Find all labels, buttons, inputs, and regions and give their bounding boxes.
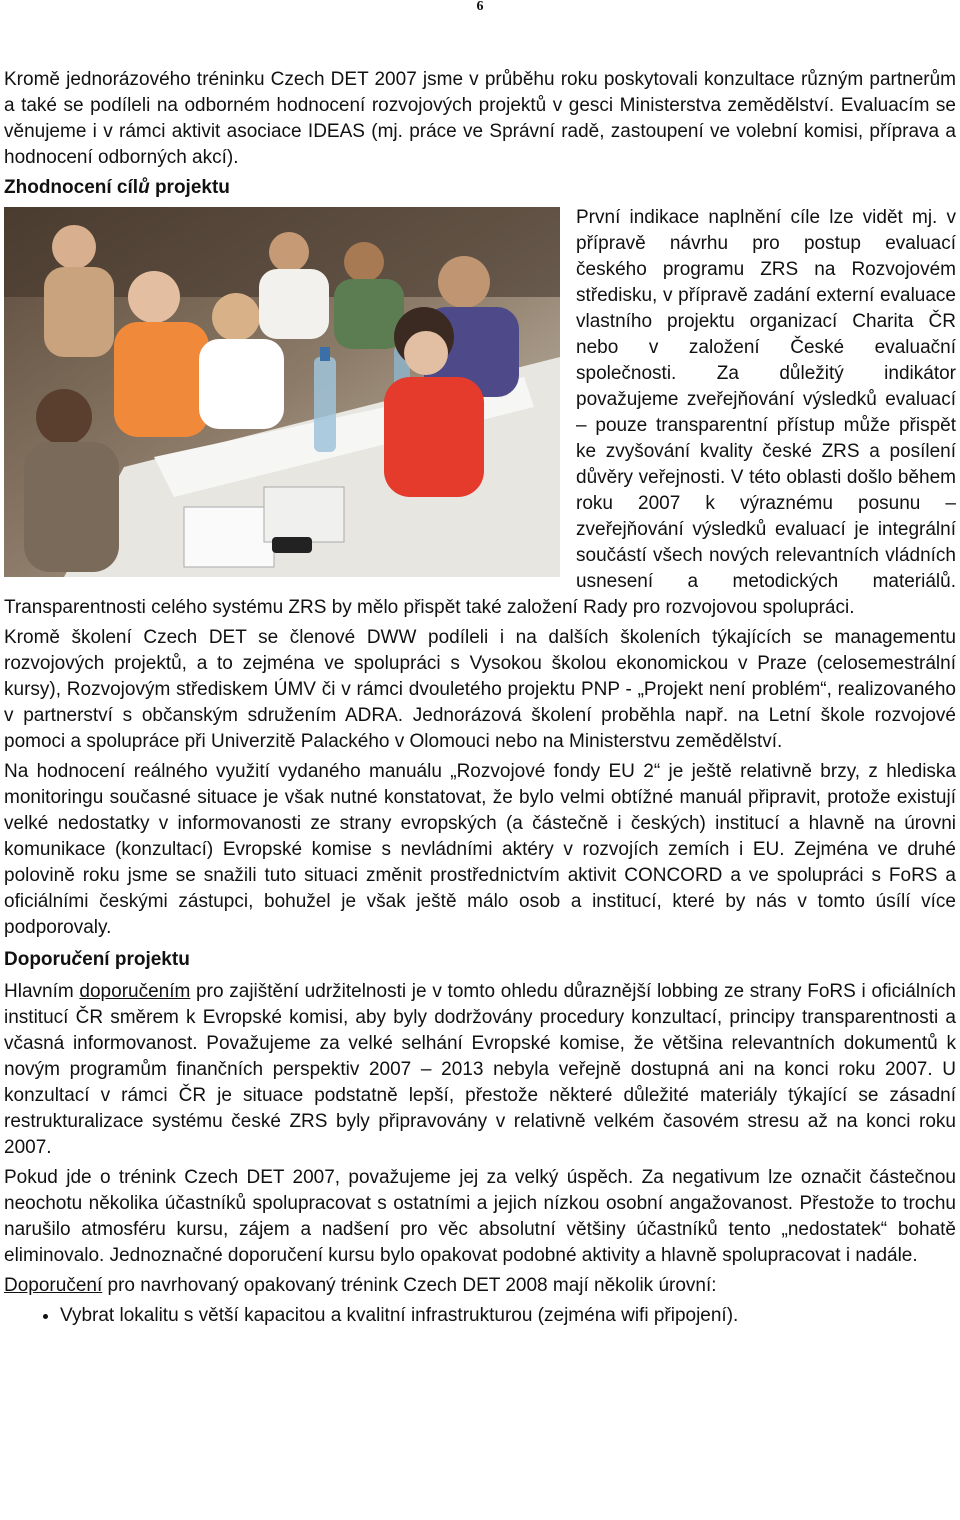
list-item: • Vybrat lokalitu s větší kapacitou a kvalitní infrastrukturou (zejména wifi připojení).	[60, 1303, 956, 1329]
levels-post: pro navrhovaný opakovaný trénink Czech DET 2008 mají několik úrovní:	[102, 1275, 717, 1296]
rec-text-pre: Hlavním	[4, 981, 80, 1002]
paragraph-recommendation	[4, 979, 956, 1161]
paragraph-det: Pokud jde o trénink Czech DET 2007, považujeme jej za velký úspěch. Za negativum lze označit částečnou neochotu několika účastníků spolupracovat s ostatními a jejich nízkou osobní angažovanost. Přestože to trochu narušilo atmosféru kursu, zájem a nadšení pro věc absolutní většiny účastníků tento „nedostatek“ bohatě eliminovalo. Jednoznačné doporučení kursu bylo opakovat podobné aktivity a hlavně spolupracovat i nadále.	[4, 1167, 956, 1266]
paragraph-manual: Na hodnocení reálného využití vydaného manuálu „Rozvojové fondy EU 2“ je ještě relativně brzy, z hlediska monitoringu současné situace je však nutné konstatovat, že bylo velmi obtížné manuál připravit, protože existují velké nedostatky v informovanosti ze strany evropských (a částečně i českých) institucí a hlavně na úrovni komunikace (konzultací) Evropské komise s nevládními aktéry v rozvojích zemích i EU. Zejména ve druhé polovině roku jsme se snažili tuto situaci změnit prostřednictvím aktivit CONCORD a ve spolupráci s FoRS a oficiálními českými zástupci, bohužel je však ještě málo osob a institucí, které by nás v tomto úsílí více podporovaly.	[4, 761, 956, 938]
heading-goals-pre: Zhodnocení cíl	[4, 177, 139, 198]
paragraph-intro: Kromě jednorázového tréninku Czech DET 2007 jsme v průběhu roku poskytovali konzultace různým partnerům a také se podíleli na odborném hodnocení rozvojových projektů v gesci Ministerstva zemědělství. Evaluacím se věnujeme i v rámci aktivit asociace IDEAS (mj. práce ve Správní radě, zastoupení ve volební komisi, příprava a hodnocení odborných akcí).	[4, 69, 956, 168]
heading-goals-italic: ů	[138, 177, 150, 198]
paragraph-training: Kromě školení Czech DET se členové DWW podíleli i na dalších školeních týkajících se managementu rozvojových projektů, a to zejména ve spolupráci s Vysokou školou ekonomickou v Praze (celosemestrální kursy), Rozvojovým střediskem ÚMV či v rámci dvouletého projektu PNP - „Projekt není problém“, realizovaného v partnerství s občanským sdružením ADRA. Jednorázová školení proběhla např. na Letní škole rozvojové pomoci a spolupráce při Univerzitě Palackého v Olomouci nebo na Ministerstvu zemědělství.	[4, 627, 956, 752]
workshop-photo-icon	[4, 207, 560, 577]
heading-goals	[4, 175, 956, 201]
heading-rec-italic: č	[71, 949, 83, 970]
recommendation-list	[4, 1303, 956, 1329]
page-number: 6	[476, 0, 484, 14]
levels-link: Doporučení	[4, 1275, 103, 1296]
paragraph-levels	[4, 1273, 956, 1299]
heading-rec-post: ení projektu	[82, 949, 190, 970]
paragraph-goals: První indikace naplnění cíle lze vidět mj. v přípravě návrhu pro postup evaluací českého programu ZRS na Rozvojovém středisku, v přípravě zadání externí evaluace vlastního projektu organizací Charita ČR nebo v založení České evaluační společnosti. Za důležitý indikátor považujeme zveřejňování výsledků evaluací – pouze transparentní přístup může přispět ke zvyšování kvality české ZRS a posílení důvěry veřejnosti. V této oblasti došlo během roku 2007 k výraznému posunu – zveřejňování výsledků evaluací je integrální součástí všech nových relevantních vládních usnesení a metodických materiálů. Transparentnosti celého systému ZRS by mělo přispět také založení Rady pro rozvojovou spolupráci.	[4, 207, 956, 618]
rec-text-post: pro zajištění udržitelnosti je v tomto ohledu důraznější lobbing ze strany FoRS i oficiálních institucí ČR směrem k Evropské komisi, aby byly dodržovány procedury konzultací, principy transparentnosti a včasná informovanost. Považujeme za velké selhání Evropské komise, že většina relevantních dokumentů k novým programům finančních perspektiv 2007 – 2013 nebyla veřejně dostupná ani na konci roku 2007. U konzultací v rámci ČR je situace podstatně lepší, přestože některé důležité materiály týkající se zásadní restrukturalizace systému české ZRS byly připravovány v relativně velkém časovém stresu až na konci roku 2007.	[4, 981, 956, 1158]
page-content	[4, 67, 956, 1329]
heading-rec-pre: Doporu	[4, 949, 72, 970]
rec-text-link: doporučením	[79, 981, 191, 1002]
workshop-photo	[4, 207, 560, 577]
heading-goals-post: projektu	[149, 177, 230, 198]
heading-recommendation	[4, 947, 956, 973]
